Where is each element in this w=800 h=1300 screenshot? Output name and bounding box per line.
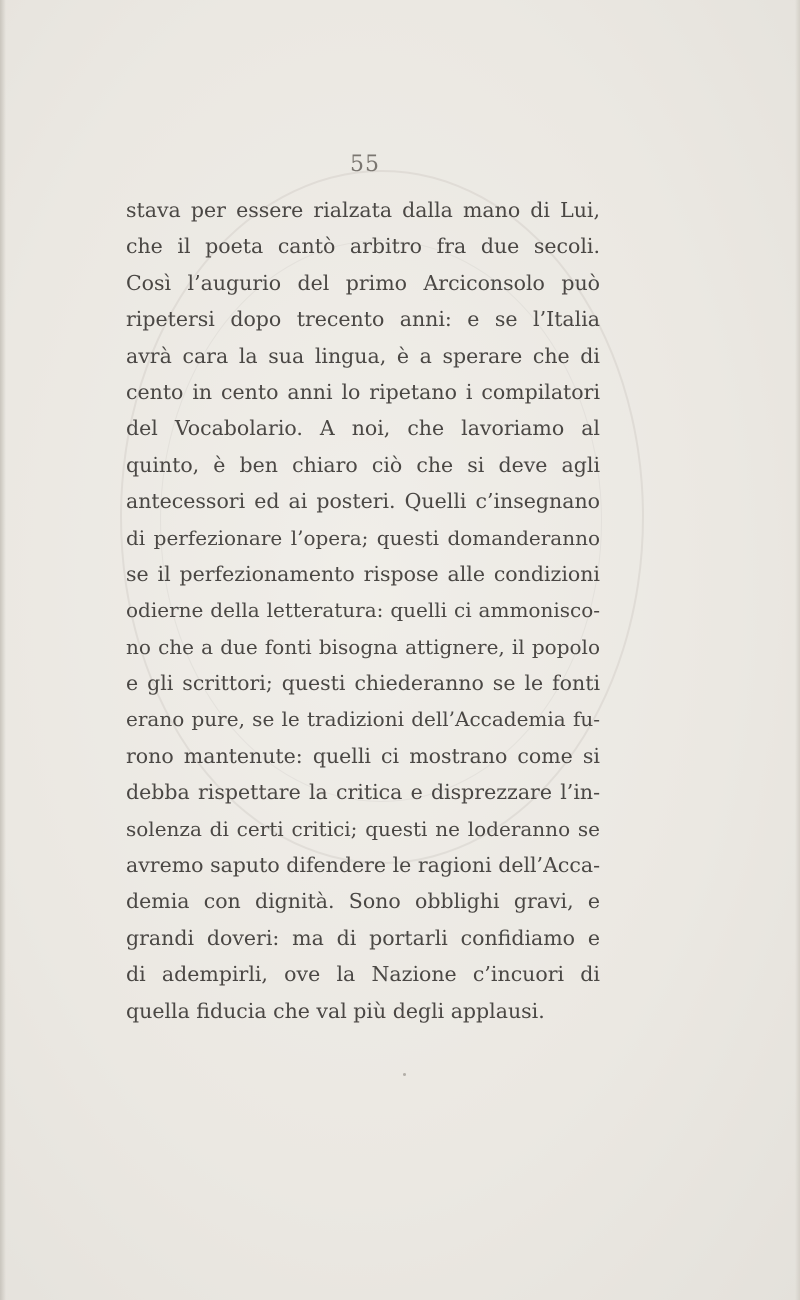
text-line: rono mantenute: quelli ci mostrano come si	[126, 743, 600, 768]
text-line: cento in cento anni lo ripetano i compilatori	[126, 379, 600, 404]
text-line: odierne della letteratura: quelli ci ammonisco-	[126, 598, 600, 623]
text-line: Così l’augurio del primo Arciconsolo può	[126, 270, 600, 295]
text-line: se il perfezionamento rispose alle condizioni	[126, 561, 600, 586]
text-line: erano pure, se le tradizioni dell’Accademia fu-	[126, 707, 600, 732]
text-line: quinto, è ben chiaro ciò che si deve agli	[126, 452, 600, 477]
page-edge	[795, 0, 800, 1300]
text-line-last: quella fiducia che val più degli applausi.	[126, 998, 545, 1023]
text-line: grandi doveri: ma di portarli confidiamo e	[126, 925, 600, 950]
text-line: no che a due fonti bisogna attignere, il popolo	[126, 634, 600, 659]
text-line: solenza di certi critici; questi ne loderanno se	[126, 816, 600, 841]
text-line: avrà cara la sua lingua, è a sperare che di	[126, 343, 600, 368]
text-line: demia con dignità. Sono obblighi gravi, e	[126, 889, 600, 914]
page-number: 55	[350, 152, 380, 177]
text-line: debba rispettare la critica e disprezzare l’in-	[126, 780, 600, 805]
text-line: antecessori ed ai posteri. Quelli c’insegnano	[126, 489, 600, 514]
text-line: che il poeta cantò arbitro fra due secoli.	[126, 234, 600, 259]
text-line: avremo saputo difendere le ragioni dell’Acca-	[126, 853, 600, 878]
text-line: ripetersi dopo trecento anni: e se l’Italia	[126, 307, 600, 332]
page-gutter-shadow	[0, 0, 6, 1300]
paper-speck	[403, 1073, 406, 1076]
text-line: stava per essere rialzata dalla mano di Lui,	[126, 198, 600, 222]
text-line: di adempirli, ove la Nazione c’incuori di	[126, 962, 600, 987]
body-text	[126, 192, 600, 1029]
text-line: di perfezionare l’opera; questi domanderanno	[126, 525, 600, 550]
text-line: del Vocabolario. A noi, che lavoriamo al	[126, 416, 600, 441]
text-line: e gli scrittori; questi chiederanno se le fonti	[126, 671, 600, 696]
